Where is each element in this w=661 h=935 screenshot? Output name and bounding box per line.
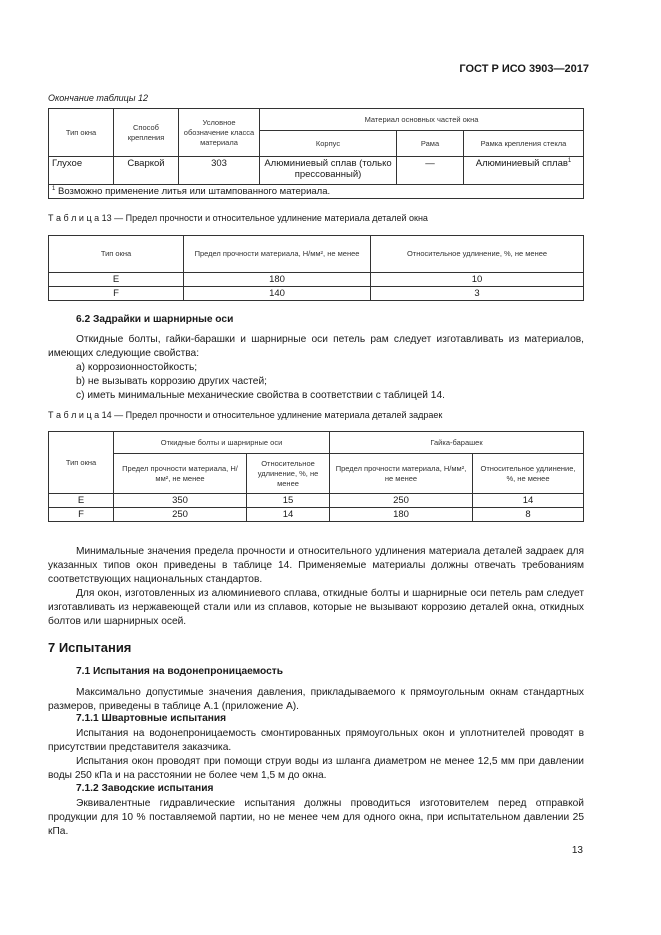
- t12-h-glass: Рамка крепления стекла: [464, 131, 584, 157]
- t14-cell: 14: [247, 508, 330, 522]
- t13-cell: 140: [184, 287, 371, 301]
- t13-h-type: Тип окна: [49, 236, 184, 273]
- t13-h-elong: Относительное удлинение, %, не менее: [371, 236, 584, 273]
- section-7-1-1-text-1: Испытания на водонепроницаемость смонтированных прямоугольных окон и уплотнителей проводят в присутствии представителя заказчика.: [48, 728, 584, 753]
- t14-h-bolts: Откидные болты и шарнирные оси: [114, 432, 330, 454]
- t12-cell: —: [397, 157, 464, 185]
- section-6-2-intro: Откидные болты, гайки-барашки и шарнирные оси петель рам следует изготавливать из материалов, имеющих следующие свойства:: [48, 334, 584, 359]
- page-number: 13: [571, 845, 583, 856]
- t12-cell: Алюминиевый сплав (только прессованный): [260, 157, 397, 185]
- t13-cell: 10: [371, 273, 584, 287]
- t12-h-material: Материал основных частей окна: [260, 109, 584, 131]
- section-7-1-text: Максимально допустимые значения давления, прикладываемого к прямоугольным окнам стандартных размеров, приведены в таблице А.1 (приложение А).: [48, 687, 584, 712]
- t13-cell: 3: [371, 287, 584, 301]
- paragraph-2: Для окон, изготовленных из алюминиевого сплава, откидные болты и шарнирные оси петель рам следует изготавливать из нержавеющей стали или из сплавов, которые не вызывают коррозию деталей окна, откидных болтов или шарнирных осей.: [48, 588, 584, 627]
- t13-cell: E: [49, 273, 184, 287]
- t14-cell: 350: [114, 494, 247, 508]
- t12-h-class: Условное обозначение класса материала: [179, 109, 260, 157]
- table-14: [48, 431, 584, 522]
- table13-caption: Т а б л и ц а 13 — Предел прочности и относительное удлинение материала деталей окна: [48, 213, 428, 223]
- t12-h-method: Способ крепления: [114, 109, 179, 157]
- t13-cell: F: [49, 287, 184, 301]
- t14-cell: 250: [330, 494, 473, 508]
- t12-cell: Глухое: [49, 157, 114, 185]
- paragraph-1: Минимальные значения предела прочности и относительного удлинения материала деталей задраек для указанных типов окон приведены в таблице 14. Применяемые материалы должны отвечать требованиям соответствующих национальных стандартов.: [48, 546, 584, 585]
- section-7-1-2-text: Эквивалентные гидравлические испытания должны проводиться изготовителем перед отправкой продукции для 10 % поставляемой партии, но не менее чем для одного окна, при испытательном давлении 25 кПа.: [48, 798, 584, 837]
- t14-cell: 250: [114, 508, 247, 522]
- table-13: [48, 235, 584, 301]
- t14-h-type: Тип окна: [49, 432, 114, 494]
- t12-h-type: Тип окна: [49, 109, 114, 157]
- section-7-1-1-text-2: Испытания окон проводят при помощи струи воды из шланга диаметром не менее 12,5 мм при давлении воды 250 кПа и на расстоянии не более чем 1,5 м до окна.: [48, 756, 584, 781]
- section-7-title: 7 Испытания: [48, 640, 132, 655]
- section-7-1-1-title: 7.1.1 Швартовные испытания: [76, 713, 227, 724]
- t14-h-nut: Гайка-барашек: [330, 432, 584, 454]
- t12-footnote: $^1$ Возможно применение литья или штампованного материала.: [49, 185, 584, 199]
- t12-cell-glass: Алюминиевый сплав$^1$: [464, 157, 584, 185]
- section-6-2-item-a: a) коррозионностойкость;: [76, 362, 198, 373]
- t14-cell: 180: [330, 508, 473, 522]
- section-6-2-title: 6.2 Задрайки и шарнирные оси: [76, 314, 234, 325]
- table12-caption: Окончание таблицы 12: [48, 93, 148, 103]
- table-12: [48, 108, 584, 199]
- t12-h-frame: Рама: [397, 131, 464, 157]
- t14-h-strength-1: Предел прочности материала, Н/мм², не менее: [114, 454, 247, 494]
- t14-cell: F: [49, 508, 114, 522]
- section-7-1-2-title: 7.1.2 Заводские испытания: [76, 783, 214, 794]
- t14-cell: 8: [473, 508, 584, 522]
- t14-h-elong-2: Относительное удлинение, %, не менее: [473, 454, 584, 494]
- t12-note-text: Возможно применение литья или штампованного материала.: [57, 186, 331, 198]
- document-header: ГОСТ Р ИСО 3903—2017: [459, 63, 589, 75]
- t14-h-elong-1: Относительное удлинение, %, не менее: [247, 454, 330, 494]
- t12-cell: Сваркой: [114, 157, 179, 185]
- t12-cell: 303: [179, 157, 260, 185]
- t14-h-strength-2: Предел прочности материала, Н/мм², не менее: [330, 454, 473, 494]
- t13-cell: 180: [184, 273, 371, 287]
- t12-h-body: Корпус: [260, 131, 397, 157]
- table14-caption: Т а б л и ц а 14 — Предел прочности и относительное удлинение материала деталей задраек: [48, 410, 443, 420]
- t14-cell: 15: [247, 494, 330, 508]
- section-6-2-item-c: c) иметь минимальные механические свойства в соответствии с таблицей 14.: [76, 390, 445, 401]
- section-6-2-item-b: b) не вызывать коррозию других частей;: [76, 376, 267, 387]
- t14-cell: 14: [473, 494, 584, 508]
- section-7-1-title: 7.1 Испытания на водонепроницаемость: [76, 666, 284, 677]
- t13-h-strength: Предел прочности материала, Н/мм², не менее: [184, 236, 371, 273]
- t12-glass-text: Алюминиевый сплав: [475, 158, 568, 170]
- t14-cell: E: [49, 494, 114, 508]
